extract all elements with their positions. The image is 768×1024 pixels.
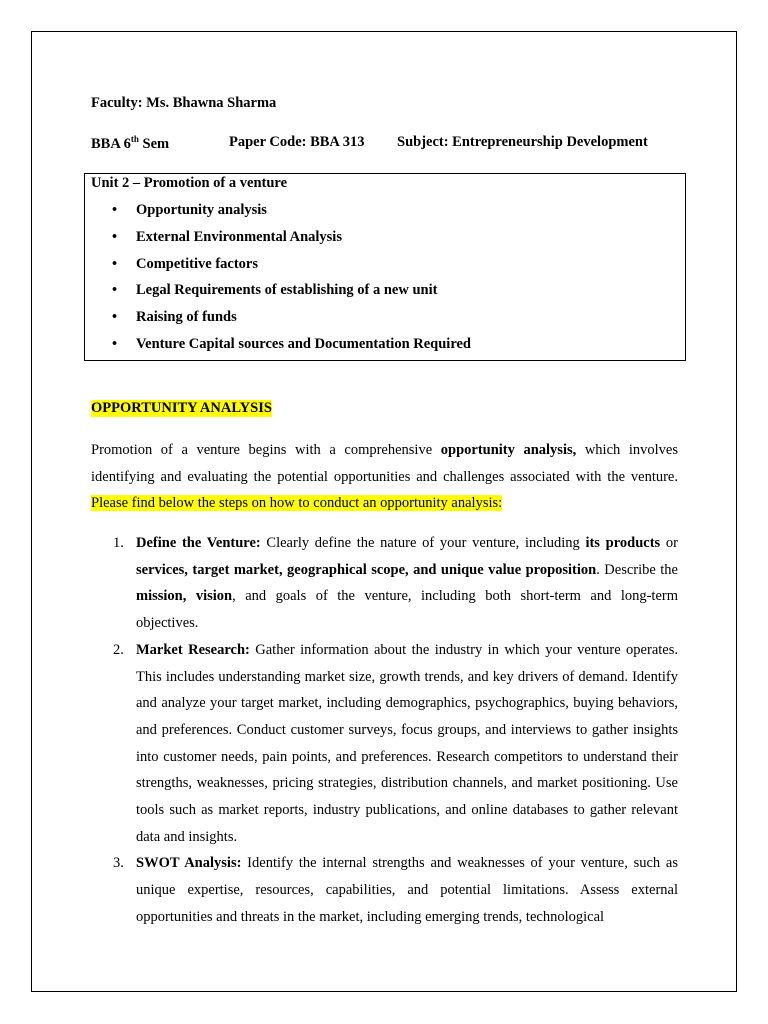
step-title: Market Research:: [136, 641, 250, 658]
unit-topic-item: [85, 308, 471, 335]
step-bold: mission, vision: [136, 588, 233, 605]
step-item: [91, 637, 678, 851]
intro-bold: opportunity analysis,: [440, 442, 577, 458]
step-item: [91, 530, 678, 637]
unit-topic-item: [85, 201, 471, 228]
step-number: 3.: [113, 855, 124, 872]
section-heading: OPPORTUNITY ANALYSIS: [91, 400, 272, 416]
unit-title: Unit 2 – Promotion of a venture: [91, 175, 288, 191]
course-text: BBA 6: [91, 135, 131, 152]
step-title: SWOT Analysis:: [136, 855, 242, 872]
step-bold: services, target market, geographical scope, and unique value proposition: [136, 561, 597, 578]
step-text: . Describe the: [596, 561, 678, 578]
course-suffix: Sem: [138, 135, 170, 152]
step-bold: its products: [585, 535, 661, 551]
unit-topic-item: [85, 255, 471, 282]
bullet-icon: •: [112, 255, 118, 272]
subject: Subject: Entrepreneurship Development: [397, 134, 648, 150]
bullet-icon: •: [112, 228, 118, 245]
intro-text-2: which involves identifying and evaluating the potential opportunities and challenges associated with the venture.: [91, 442, 678, 485]
bullet-icon: •: [112, 335, 118, 352]
unit-topic-label: Venture Capital sources and Documentation Required: [136, 335, 472, 352]
faculty-line: Faculty: Ms. Bhawna Sharma: [91, 95, 277, 111]
bullet-icon: •: [112, 282, 118, 299]
unit-topic-item: [85, 335, 471, 362]
step-text: Identify the internal strengths and weaknesses of your venture, such as unique expertise, resources, capabilities, and potential limitations. Assess external opportunities and threats in the market, including emerging trends, technological: [136, 855, 678, 925]
step-text: Clearly define the nature of your venture, including: [260, 535, 586, 551]
intro-highlight: Please find below the steps on how to conduct an opportunity analysis:: [91, 495, 503, 512]
step-number: 1.: [113, 535, 124, 551]
step-text: Gather information about the industry in which your venture operates. This includes understanding market size, growth trends, and key drivers of demand. Identify and analyze your target market, including demographics, psychographics, buying behaviors, and preferences. Conduct customer surveys, focus groups, and interviews to gather insights into customer needs, pain points, and preferences. Research competitors to understand their strengths, weaknesses, pricing strategies, distribution channels, and market positioning. Use tools such as market reports, industry publications, and online databases to gather relevant data and insights.: [136, 641, 678, 845]
step-title: Define the Venture:: [136, 535, 261, 551]
intro-paragraph: [91, 437, 678, 517]
paper-code: Paper Code: BBA 313: [229, 134, 365, 150]
unit-topic-label: External Environmental Analysis: [136, 228, 342, 245]
document-page: [31, 31, 737, 992]
unit-topic-label: Competitive factors: [136, 255, 258, 272]
intro-text-1: Promotion of a venture begins with a comprehensive: [91, 442, 441, 458]
step-text: or: [660, 535, 678, 551]
bullet-icon: •: [112, 309, 118, 326]
unit-topics-box: [84, 173, 686, 361]
step-item: [91, 850, 678, 930]
step-number: 2.: [113, 641, 124, 658]
bullet-icon: •: [112, 202, 118, 218]
unit-topic-item: [85, 281, 471, 308]
course-label: [91, 134, 169, 153]
steps-list: [91, 530, 678, 931]
course-superscript: th: [130, 134, 139, 144]
unit-topic-item: [85, 228, 471, 255]
unit-topic-label: Opportunity analysis: [136, 202, 267, 218]
unit-topic-label: Legal Requirements of establishing of a new unit: [136, 282, 438, 299]
unit-topic-list: [85, 201, 471, 362]
step-text: , and goals of the venture, including both short-term and long-term objectives.: [136, 588, 678, 632]
unit-topic-label: Raising of funds: [136, 309, 237, 326]
